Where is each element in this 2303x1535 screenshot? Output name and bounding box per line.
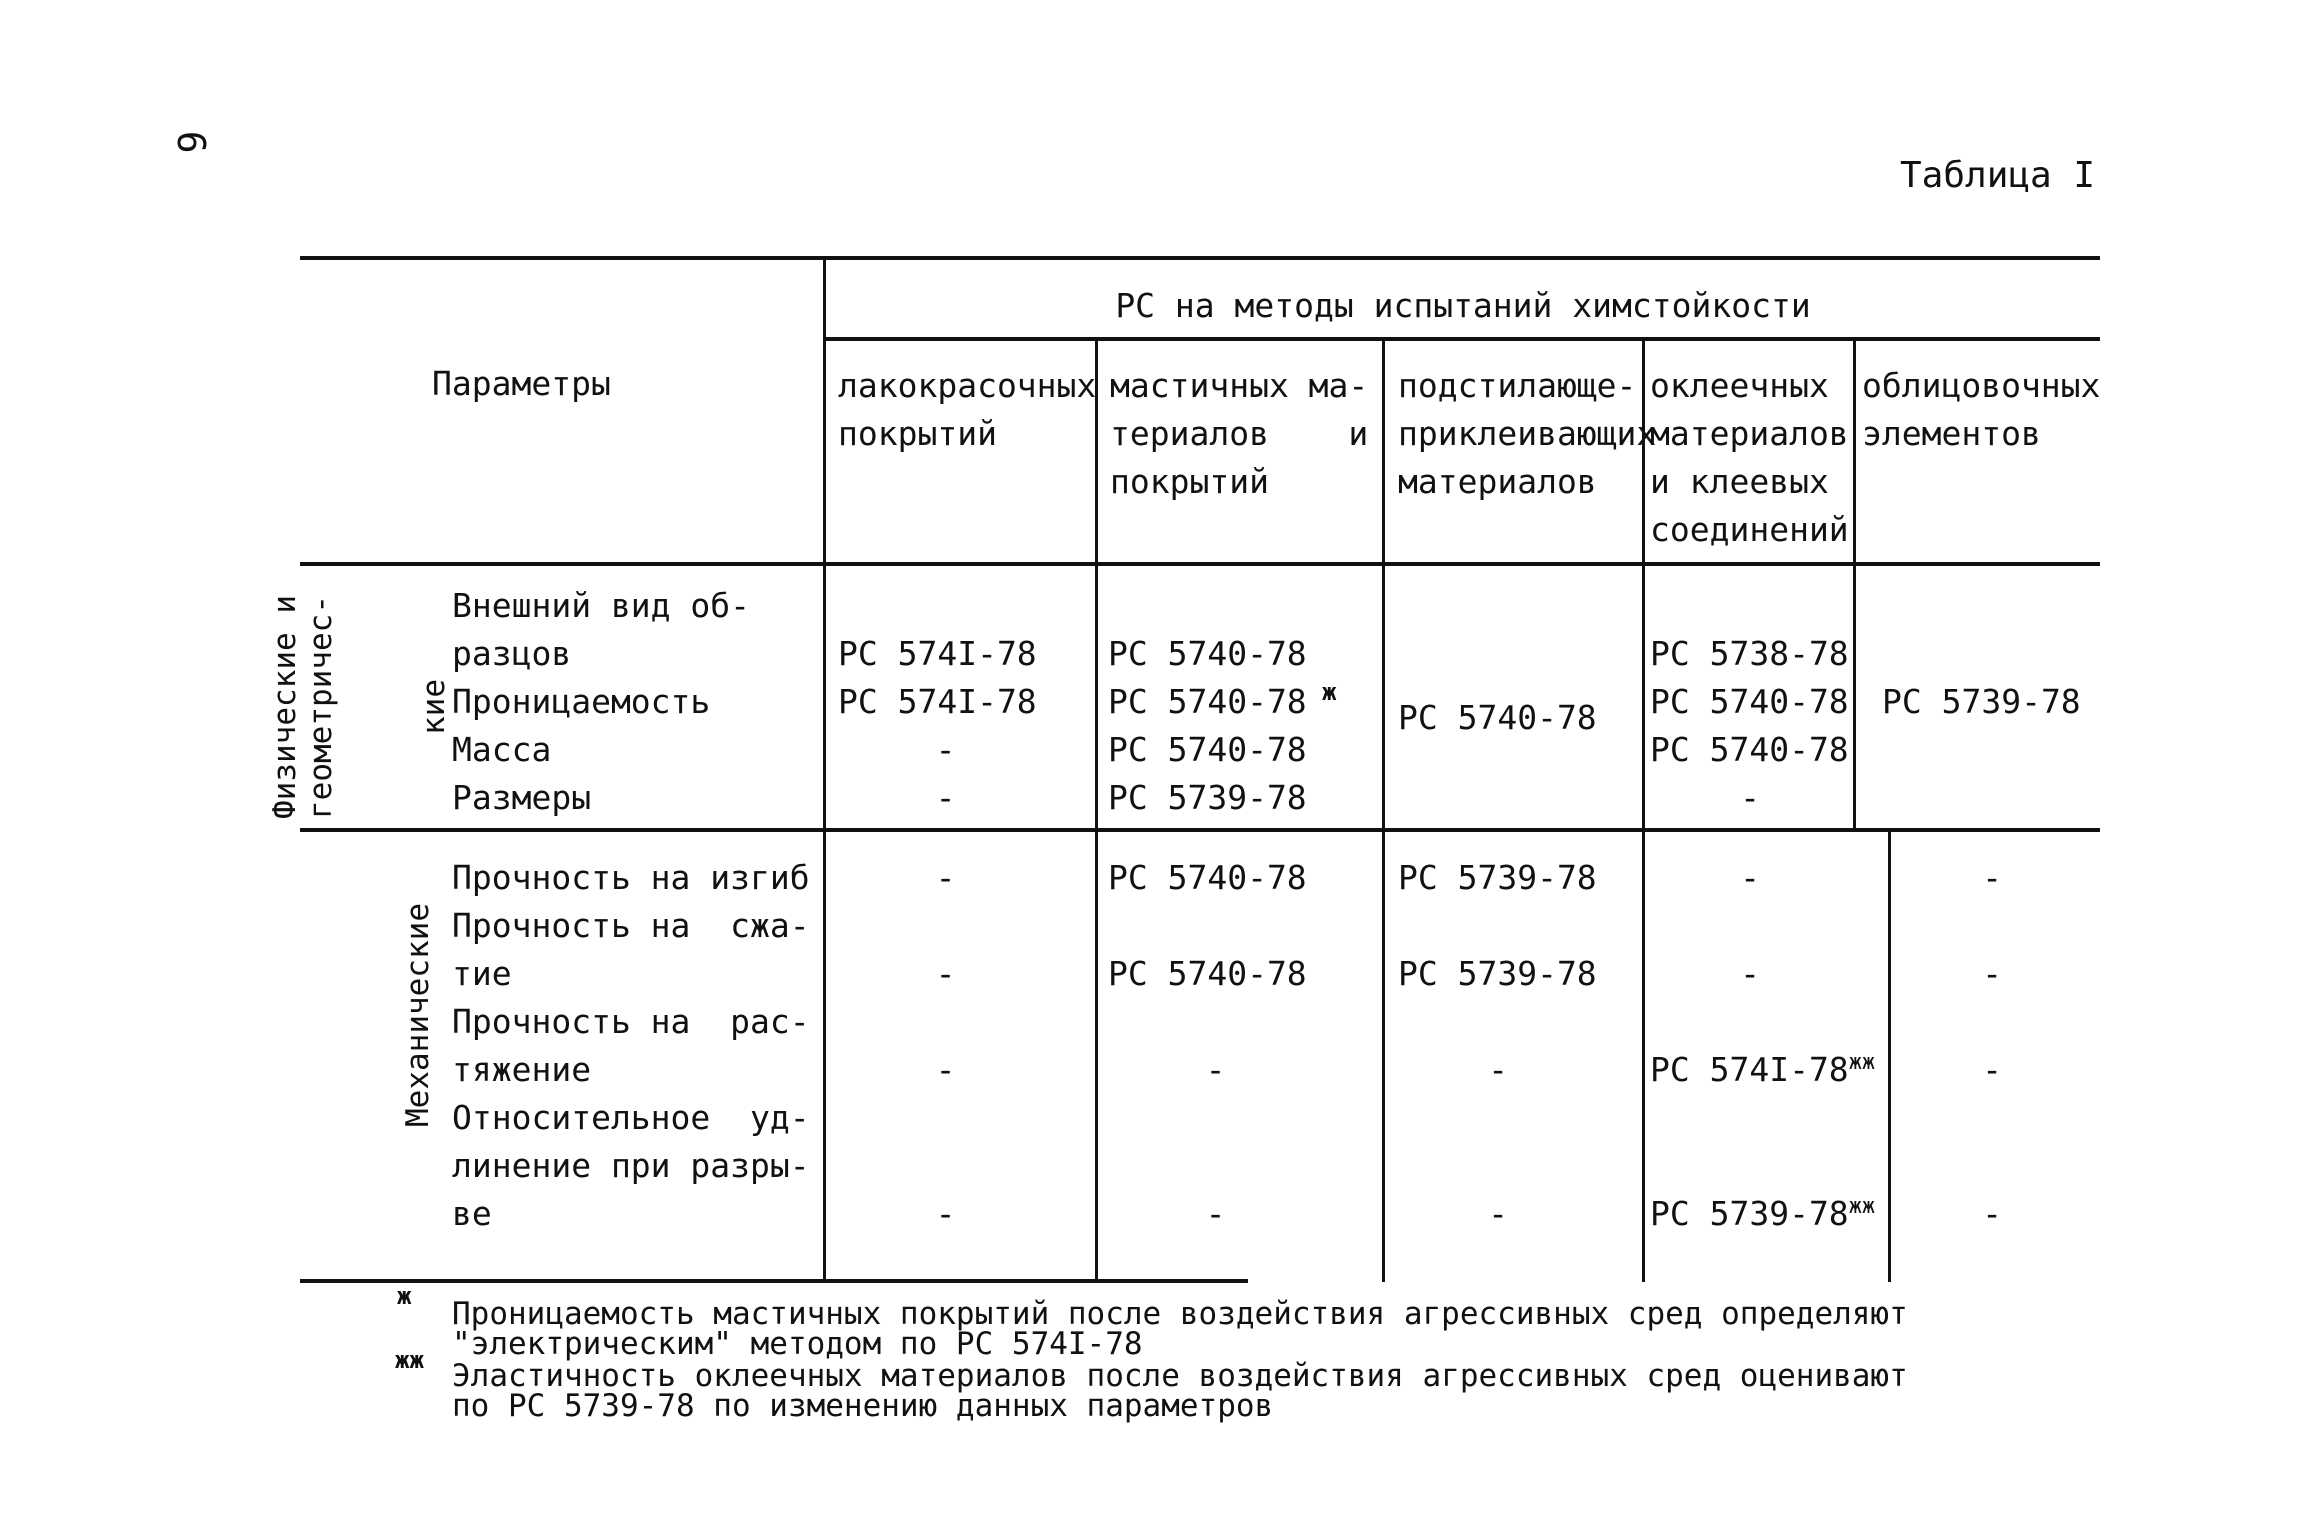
cell-bend-col2: РС 5740-78 <box>1108 858 1307 897</box>
param-name: разцов <box>452 634 572 673</box>
footnote-mark: жж <box>1848 1194 1876 1219</box>
vline-params <box>823 256 826 1283</box>
cell-tension-col5: - <box>1982 1050 2002 1089</box>
param-name: тяжение <box>452 1050 592 1089</box>
cell-bend-col5: - <box>1982 858 2002 897</box>
cell-elong-col2: - <box>1205 1194 1226 1233</box>
column-header-line: териалов и <box>1110 414 1369 453</box>
cell-tension-col3: - <box>1488 1050 1508 1089</box>
vline-col4-bottom <box>1888 830 1891 1282</box>
footnote-mark-2: жж <box>395 1346 424 1374</box>
param-name: Относительное уд- <box>452 1098 810 1137</box>
column-header-lacquer <box>838 362 1096 458</box>
table-title: Таблица I <box>1900 155 2096 196</box>
cell-phys-col2: РС 5740-78 <box>1108 730 1307 769</box>
cell-elong-col5: - <box>1982 1194 2002 1233</box>
cell-tension-col4 <box>1650 1046 1875 1094</box>
rule-group-divider <box>300 828 2100 832</box>
cell-phys-col2: РС 5740-78 <box>1108 634 1307 673</box>
vline-col4-top <box>1853 337 1856 830</box>
cell-tension-col1: - <box>935 1050 956 1089</box>
footnote-mark: ж <box>1322 678 1337 706</box>
param-name: Прочность на сжа- <box>452 906 810 945</box>
rule-header-bottom <box>300 562 2100 566</box>
cell-elong-col3: - <box>1488 1194 1508 1233</box>
group-label-physical-line1: Физические и <box>267 595 303 819</box>
mechanical-params <box>452 854 810 1238</box>
physical-params <box>452 582 750 822</box>
vline-col2 <box>1382 337 1385 1282</box>
column-header-line: покрытий <box>1110 462 1269 501</box>
cell-value: РС 574I-78 <box>1650 1050 1849 1089</box>
column-header-line: элементов <box>1862 414 2041 453</box>
column-header-line: лакокрасочных <box>838 366 1097 405</box>
column-header-line: соединений <box>1650 510 1849 549</box>
cell-elong-col4 <box>1650 1190 1875 1238</box>
footnote-mark: жж <box>1848 1050 1876 1075</box>
column-header-mastic <box>1110 362 1368 506</box>
group-label-mechanical: Механические <box>400 903 436 1127</box>
cell-bend-col1: - <box>935 858 956 897</box>
column-header-facing <box>1862 362 2100 458</box>
cell-phys-col4: РС 5740-78 <box>1650 730 1849 769</box>
group-label-physical-line2: геометричес- <box>303 595 339 819</box>
cell-compress-col4: - <box>1740 954 1760 993</box>
cell-phys-col1: РС 574I-78 <box>838 682 1037 721</box>
vline-col1 <box>1095 337 1098 1282</box>
cell-phys-col5: РС 5739-78 <box>1882 682 2081 721</box>
rule-top <box>300 256 2100 260</box>
column-header-line: подстилающе- <box>1398 366 1637 405</box>
cell-compress-col3: РС 5739-78 <box>1398 954 1597 993</box>
cell-phys-col2: РС 5740-78 <box>1108 682 1307 721</box>
cell-compress-col1: - <box>935 954 956 993</box>
cell-bend-col3: РС 5739-78 <box>1398 858 1597 897</box>
column-header-line: мастичных ма- <box>1110 366 1369 405</box>
params-header: Параметры <box>432 364 611 403</box>
footnote-1-line2: "электрическим" методом по РС 574I-78 <box>452 1326 1143 1362</box>
rule-bottom <box>300 1279 1248 1283</box>
column-header-underlay <box>1398 362 1656 506</box>
cell-phys-col1: РС 574I-78 <box>838 634 1037 673</box>
page-number: 9 <box>171 130 215 154</box>
cell-phys-col3: РС 5740-78 <box>1398 698 1597 737</box>
cell-compress-col5: - <box>1982 954 2002 993</box>
column-header-line: приклеивающих <box>1398 414 1657 453</box>
param-name: Прочность на рас- <box>452 1002 810 1041</box>
cell-value: РС 5739-78 <box>1650 1194 1849 1233</box>
column-header-line: и клеевых <box>1650 462 1829 501</box>
cell-phys-col2: РС 5739-78 <box>1108 778 1307 817</box>
cell-phys-col4: РС 5740-78 <box>1650 682 1849 721</box>
footnote-2-line1: Эластичность оклеечных материалов после воздействия агрессивных сред оценивают <box>452 1358 1908 1394</box>
cell-tension-col2: - <box>1205 1050 1226 1089</box>
param-name: тие <box>452 954 512 993</box>
cell-phys-col4: - <box>1740 778 1760 817</box>
param-name: ве <box>452 1194 492 1233</box>
param-name: Прочность на изгиб <box>452 858 810 897</box>
param-name: Масса <box>452 730 552 769</box>
param-name: линение при разры- <box>452 1146 810 1185</box>
param-name: Внешний вид об- <box>452 586 751 625</box>
group-header: РС на методы испытаний химстойкости <box>1115 286 1811 325</box>
column-header-line: оклеечных <box>1650 366 1829 405</box>
rule-subheader <box>826 337 2100 341</box>
cell-phys-col1: - <box>935 730 956 769</box>
footnote-mark-1: ж <box>397 1282 412 1310</box>
param-name: Проницаемость <box>452 682 711 721</box>
column-header-line: материалов <box>1398 462 1597 501</box>
cell-phys-col1: - <box>935 778 956 817</box>
column-header-line: покрытий <box>838 414 997 453</box>
column-header-line: облицовочных <box>1862 366 2101 405</box>
column-header-pasting <box>1650 362 1849 554</box>
cell-phys-col4: РС 5738-78 <box>1650 634 1849 673</box>
footnote-2-line2: по РС 5739-78 по изменению данных параметров <box>452 1388 1274 1424</box>
column-header-line: материалов <box>1650 414 1849 453</box>
param-name: Размеры <box>452 778 592 817</box>
cell-elong-col1: - <box>935 1194 956 1233</box>
footnote-1-line1: Проницаемость мастичных покрытий после воздействия агрессивных сред определяют <box>452 1296 1908 1332</box>
cell-bend-col4: - <box>1740 858 1760 897</box>
group-label-physical-line3: кие <box>416 679 452 735</box>
cell-compress-col2: РС 5740-78 <box>1108 954 1307 993</box>
